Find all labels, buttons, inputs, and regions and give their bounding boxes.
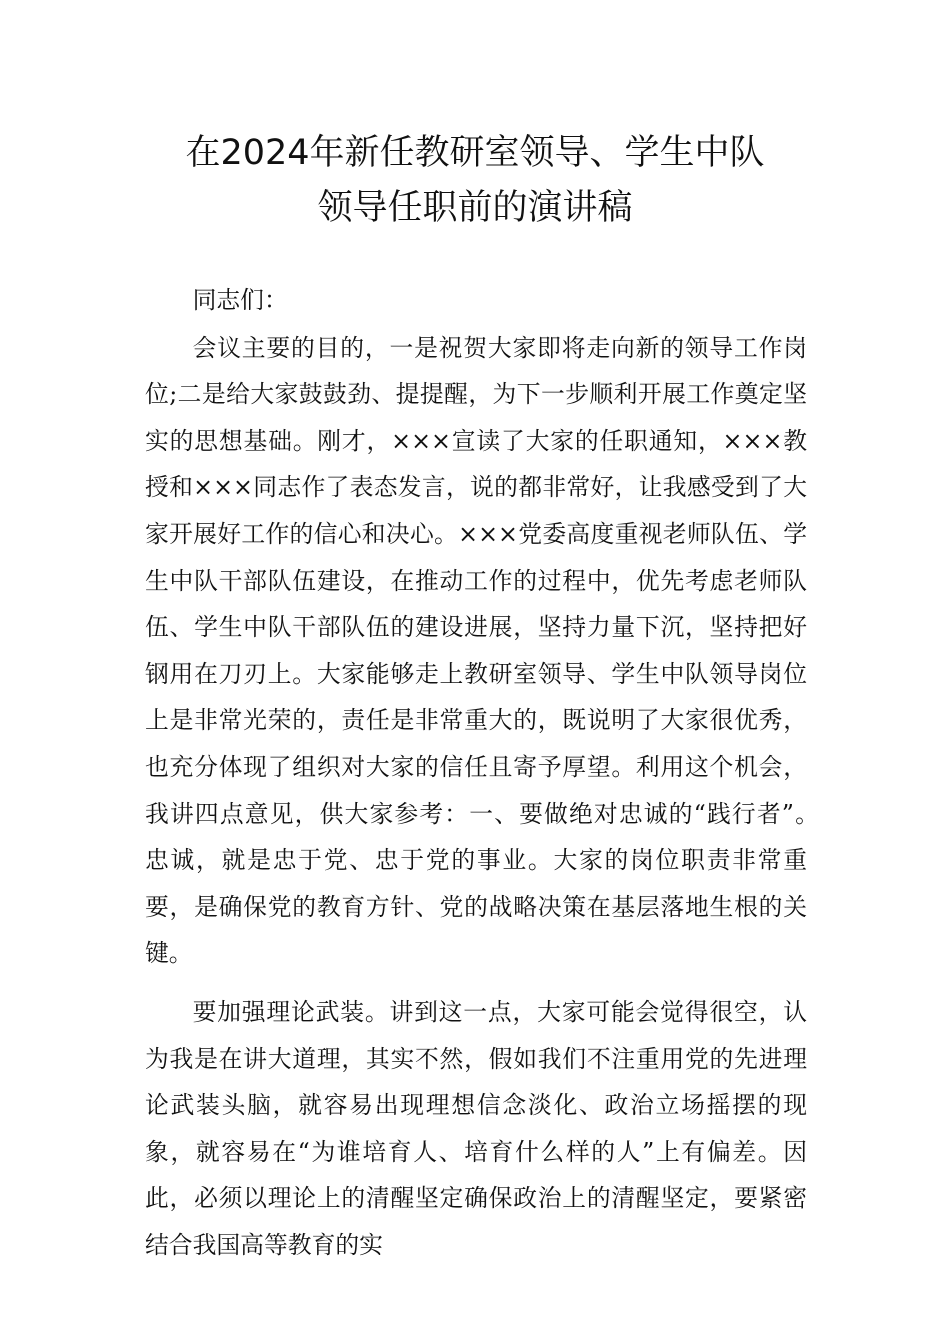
paragraph-2: 要加强理论武装。讲到这一点，大家可能会觉得很空，认为我是在讲大道理，其实不然，假如我们不注重用党的先进理论武装头脑，就容易出现理想信念淡化、政治立场摇摆的现象，就容易在“为谁培育人、培育什么样的人”上有偏差。因此，必须以理论上的清醒坚定确保政治上的清醒坚定，要紧密结合我国高等教育的实 [145,997,807,1259]
paragraph-1: 会议主要的目的，一是祝贺大家即将走向新的领导工作岗位;二是给大家鼓鼓劲、提提醒，为下一步顺利开展工作奠定坚实的思想基础。刚才，×××宣读了大家的任职通知，×××教授和×××同志作了表态发言，说的都非常好，让我感受到了大家开展好工作的信心和决心。×××党委高度重视老师队伍、学生中队干部队伍建设，在推动工作的过程中，优先考虑老师队伍、学生中队干部队伍的建设进展，坚持力量下沉，坚持把好钢用在刀刃上。大家能够走上教研室领导、学生中队领导岗位上是非常光荣的，责任是非常重大的，既说明了大家很优秀，也充分体现了组织对大家的信任且寄予厚望。利用这个机会，我讲四点意见，供大家参考：一、要做绝对忠诚的“践行者”。 忠诚，就是忠于党、忠于党的事业。大家的岗位职责非常重要，是确保党的教育方针、党的战略决策在基层落地生根的关键。 [145,333,855,968]
title-line-1: 在2024年新任教研室领导、学生中队 [185,133,765,173]
salutation: 同志们： [192,286,288,314]
document-body [145,277,855,1268]
title-line-2: 领导任职前的演讲稿 [317,188,633,228]
document-title [130,126,820,236]
